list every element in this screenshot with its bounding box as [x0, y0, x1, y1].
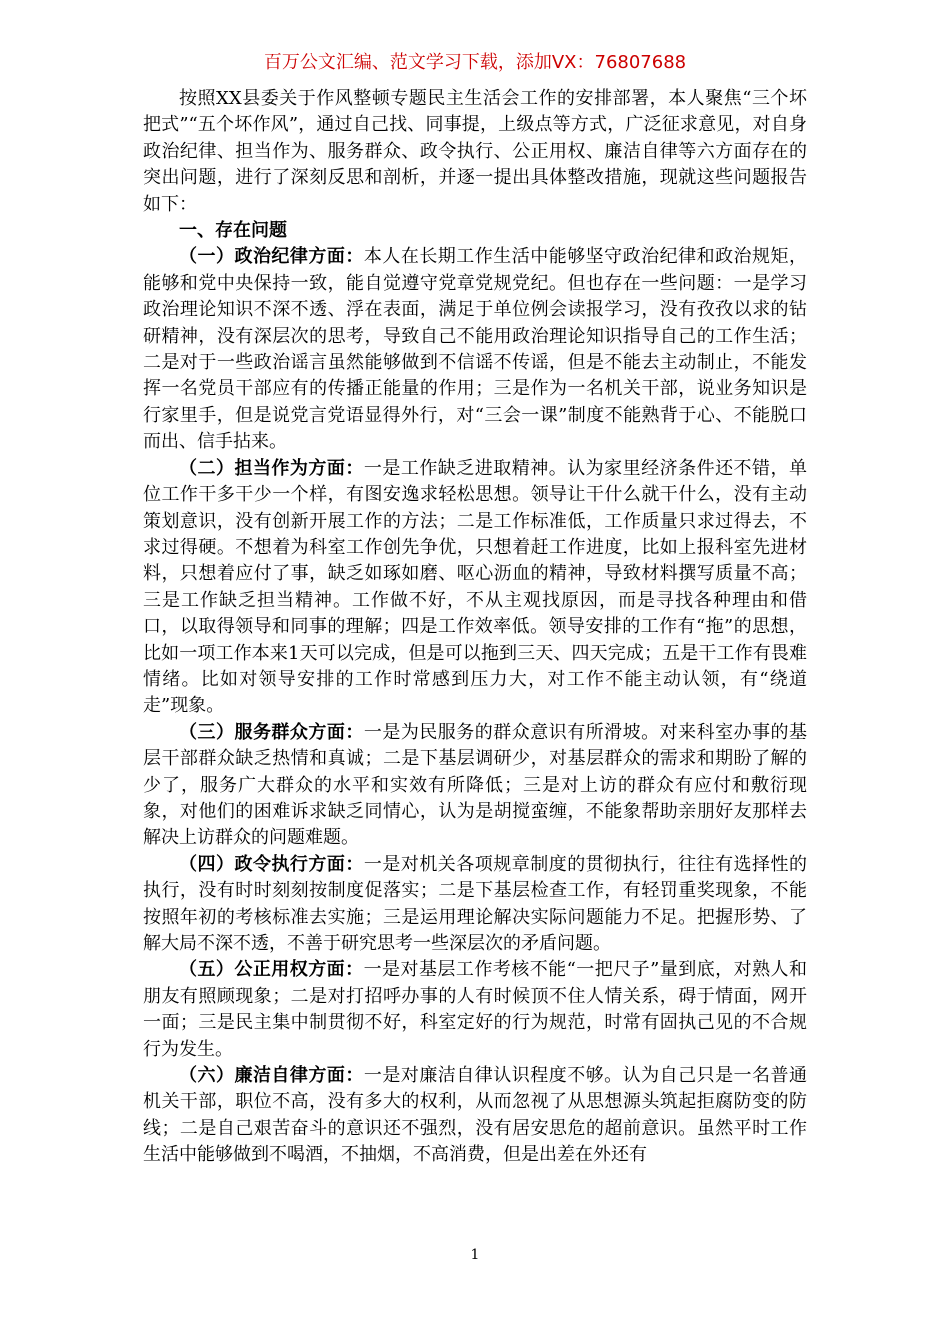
document-body [143, 86, 807, 1169]
item-paragraph [143, 957, 807, 1063]
item-label: （五）公正用权方面： [179, 959, 364, 981]
item-paragraph [143, 244, 807, 455]
intro-paragraph: 按照XX县委关于作风整顿专题民主生活会工作的安排部署，本人聚焦“三个坏把式”“五个坏作风”，通过自己找、同事提，上级点等方式，广泛征求意见，对自身政治纪律、担当作为、服务群众、政令执行、公正用权、廉洁自律等六方面存在的突出问题，进行了深刻反思和剖析，并逐一提出具体整改措施，现就这些问题报告如下： [143, 88, 807, 215]
item-text: 本人在长期工作生活中能够坚守政治纪律和政治规矩，能够和党中央保持一致，能自觉遵守党章党规党纪。但也存在一些问题：一是学习政治理论知识不深不透、浮在表面，满足于单位例会读报学习，没有孜孜以求的钻研精神，没有深层次的思考，导致自己不能用政治理论知识指导自己的工作生活；二是对于一些政治谣言虽然能够做到不信谣不传谣，但是不能去主动制止，不能发挥一名党员干部应有的传播正能量的作用；三是作为一名机关干部，说业务知识是行家里手，但是说党言党语显得外行，对“三会一课”制度不能熟背于心、不能脱口而出、信手拈来。 [143, 246, 808, 453]
item-paragraph [143, 720, 807, 852]
item-text: 一是对机关各项规章制度的贯彻执行，往往有选择性的执行，没有时时刻刻按制度促落实；二是下基层检查工作，有轻罚重奖现象，不能按照年初的考核标准去实施；三是运用理论解决实际问题能力不足。把握形势、了解大局不深不透，不善于研究思考一些深层次的矛盾问题。 [143, 853, 808, 954]
item-paragraph [143, 852, 807, 958]
item-label: （六）廉洁自律方面： [179, 1065, 364, 1087]
item-label: （三）服务群众方面： [179, 721, 364, 743]
item-label: （四）政令执行方面： [179, 853, 364, 875]
page-number: 1 [470, 1247, 480, 1263]
item-text: 一是为民服务的群众意识有所滑坡。对来科室办事的基层干部群众缺乏热情和真诚；二是下基层调研少，对基层群众的需求和期盼了解的少了，服务广大群众的水平和实效有所降低；三是对上访的群众有应付和敷衍现象，对他们的困难诉求缺乏同情心，认为是胡搅蛮缠，不能象帮助亲朋好友那样去解决上访群众的问题难题。 [143, 721, 808, 849]
item-label: （一）政治纪律方面： [179, 246, 364, 268]
item-paragraph [143, 1063, 807, 1169]
item-text: 一是对基层工作考核不能“一把尺子”量到底，对熟人和朋友有照顾现象；二是对打招呼办事的人有时候顶不住人情关系，碍于情面，网开一面；三是民主集中制贯彻不好，科室定好的行为规范，时常有固执己见的不合规行为发生。 [143, 959, 808, 1060]
section-title: 一、存在问题 [179, 220, 287, 242]
item-paragraph [143, 456, 807, 720]
header-banner: 百万公文汇编、范文学习下载，添加VX：76807688 [263, 52, 687, 73]
item-text: 一是工作缺乏进取精神。认为家里经济条件还不错，单位工作干多干少一个样，有图安逸求轻松思想。领导让干什么就干什么，没有主动策划意识，没有创新开展工作的方法；二是工作标准低，工作质量只求过得去，不求过得硬。不想着为科室工作创先争优，只想着赶工作进度，比如上报科室先进材料，只想着应付了事，缺乏如琢如磨、呕心沥血的精神，导致材料撰写质量不高；三是工作缺乏担当精神。工作做不好，不从主观找原因，而是寻找各种理由和借口，以取得领导和同事的理解；四是工作效率低。领导安排的工作有“拖”的思想，比如一项工作本来1天可以完成，但是可以拖到三天、四天完成；五是干工作有畏难情绪。比如对领导安排的工作时常感到压力大，对工作不能主动认领，有“绕道走”现象。 [143, 457, 808, 717]
item-label: （二）担当作为方面： [179, 457, 364, 479]
item-text: 一是对廉洁自律认识程度不够。认为自己只是一名普通机关干部，职位不高，没有多大的权利，从而忽视了从思想源头筑起拒腐防变的防线；二是自己艰苦奋斗的意识还不强烈，没有居安思危的超前意识。虽然平时工作生活中能够做到不喝酒，不抽烟，不高消费，但是出差在外还有 [143, 1065, 808, 1166]
